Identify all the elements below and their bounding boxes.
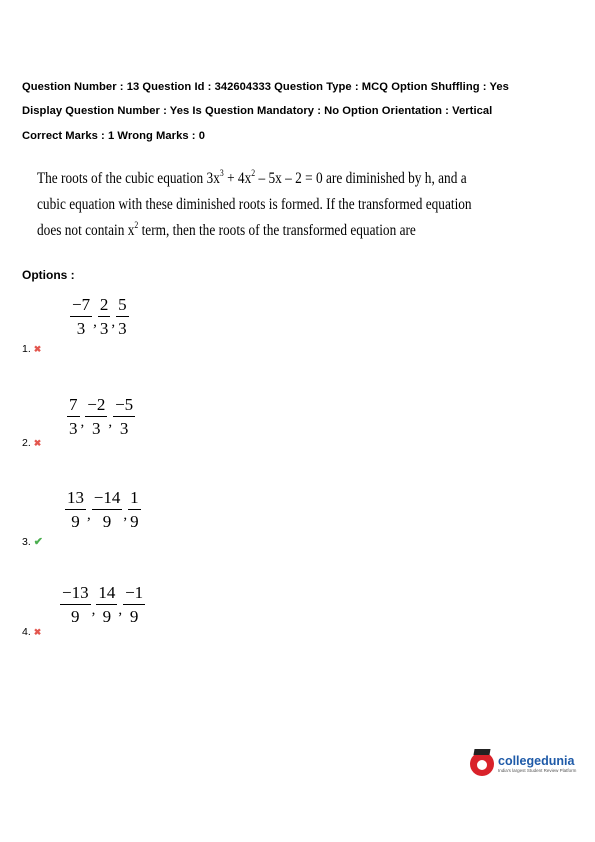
wrong-mark-icon: ✖ <box>33 626 42 637</box>
graduation-cap-icon <box>470 752 494 776</box>
fraction: $\frac{7}{3}$ <box>69 395 78 438</box>
question-line-3: does not contain $x^2$ term, then the roots of the transformed equation are <box>37 220 416 239</box>
fraction: $\frac{-7}{3}$ <box>72 295 91 338</box>
option-3-answer[interactable]: $\frac{13}{9}$ , $\frac{-14}{9}$ , $\frac{1}{9}$ <box>67 488 139 531</box>
options-heading: Options : <box>22 268 75 282</box>
question-text <box>37 166 472 244</box>
fraction: $\frac{-14}{9}$ <box>93 488 121 531</box>
wrong-mark-icon: ✖ <box>33 343 42 354</box>
fraction: $\frac{-13}{9}$ <box>62 583 89 626</box>
option-4-label: 4. ✖ <box>22 626 42 638</box>
fraction: $\frac{-2}{3}$ <box>87 395 106 438</box>
logo-name: collegedunia <box>498 753 575 768</box>
question-meta-line-1: Question Number : 13 Question Id : 342604333 Question Type : MCQ Option Shuffling : Yes <box>22 81 509 93</box>
option-4-answer[interactable]: $\frac{-13}{9}$ , $\frac{14}{9}$ , $\frac{-1}{9}$ <box>62 583 144 626</box>
wrong-mark-icon: ✖ <box>33 437 42 448</box>
question-line-1: The roots of the cubic equation $3x^3 + 4x^2 - 5x - 2 = 0$ are diminished by h, and a <box>37 168 467 187</box>
question-meta-line-2: Display Question Number : Yes Is Question Mandatory : No Option Orientation : Vertical <box>22 105 493 117</box>
option-2-answer[interactable]: $\frac{7}{3}$ , $\frac{-2}{3}$ , $\frac{-5}{3}$ <box>69 395 134 438</box>
fraction: $\frac{5}{3}$ <box>118 295 127 338</box>
collegedunia-logo <box>470 752 576 776</box>
option-2-label: 2. ✖ <box>22 437 42 449</box>
correct-check-icon: ✔ <box>33 536 43 548</box>
question-meta-line-3: Correct Marks : 1 Wrong Marks : 0 <box>22 130 205 142</box>
option-1-answer[interactable]: $\frac{-7}{3}$ , $\frac{2}{3}$ , $\frac{5}{3}$ <box>72 295 127 338</box>
question-line-2: cubic equation with these diminished roots is formed. If the transformed equation <box>37 196 472 213</box>
fraction: $\frac{13}{9}$ <box>67 488 84 531</box>
option-3-label: 3. ✔ <box>22 535 43 548</box>
option-1-label: 1. ✖ <box>22 343 42 355</box>
fraction: $\frac{-1}{9}$ <box>125 583 144 626</box>
fraction: $\frac{14}{9}$ <box>98 583 116 626</box>
fraction: $\frac{-5}{3}$ <box>115 395 134 438</box>
fraction: $\frac{1}{9}$ <box>130 488 139 531</box>
fraction: $\frac{2}{3}$ <box>99 295 109 338</box>
logo-tagline: India's largest Student Review Platform <box>498 767 577 773</box>
